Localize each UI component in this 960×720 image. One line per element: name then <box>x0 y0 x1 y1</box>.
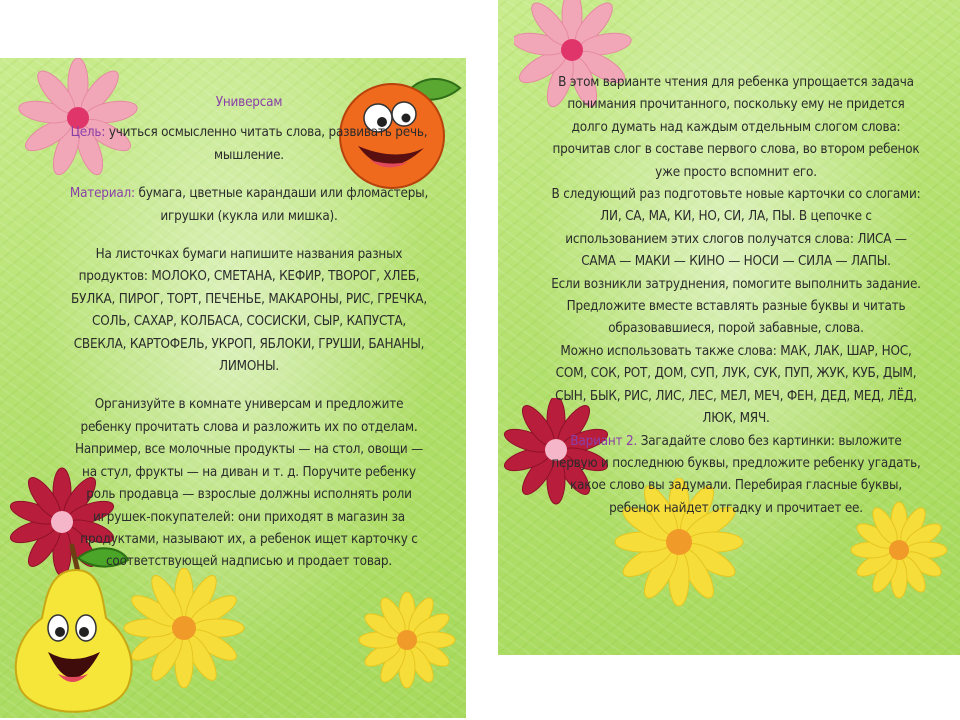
words-paragraph: Можно использовать также слова: МАК, ЛАК, ШАР, НОС, СОМ, СОК, РОТ, ДОМ, СУП, ЛУК, СУК, ПУП, ЖУК, КУБ, ДЫМ, СЫН, БЫК, РИС, ЛИС, ЛЕС, МЕЛ, МЕЧ, ФЕН, ДЕД, МЕД, ЛЁД, ЛЮК, МЯЧ. <box>555 343 917 427</box>
goal-text: учиться осмысленно читать слова, развивать речь, мышление. <box>105 125 428 163</box>
cards-paragraph: В следующий раз подготовьте новые карточки со слогами: ЛИ, СА, МА, КИ, НО, СИ, ЛА, ПЫ. В цепочке с использованием этих слогов получатся слова: ЛИСА — САМА — МАКИ — КИНО — НОСИ — СИЛА — ЛАПЫ. <box>551 187 921 270</box>
page-title: Универсам <box>215 95 283 110</box>
variant2-text: Загадайте слово без картинки: выложите первую и последнюю буквы, предложите ребенку угадать, какое слово вы задумали. Перебирая гласные буквы, ребенок найдет отгадку и прочитает ее. <box>551 433 921 516</box>
material-text: бумага, цветные карандаши или фломастеры, игрушки (кукла или мишка). <box>134 186 429 224</box>
goal-line <box>68 122 430 167</box>
store-paragraph: Организуйте в комнате универсам и предложите ребенку прочитать слова и разложить их по отделам. Например, все молочные продукты — на стол, овощи — на стул, фрукты — на диван и т. д. Поручите ребенку роль продавца — взрослые должны исполнять роли игрушек-покупателей: они приходят в магазин за продуктами, называют их, а ребенок ищет карточку с соответствующей надписью и продает товар. <box>74 397 424 570</box>
variant2-label: Вариант 2. <box>570 433 638 449</box>
variant2-paragraph <box>550 431 922 521</box>
yellow-flower-illustration <box>352 590 462 690</box>
right-page-card <box>498 0 960 655</box>
right-page-text <box>550 72 922 520</box>
material-line <box>68 183 430 228</box>
left-page-card <box>0 58 466 718</box>
help-paragraph: Если возникли затруднения, помогите выполнить задание. Предложите вместе вставлять разные буквы и читать образовавшиеся, порой забавные, слова. <box>551 276 921 337</box>
left-page-text <box>68 92 430 574</box>
goal-label: Цель: <box>70 125 106 141</box>
products-paragraph: На листочках бумаги напишите названия разных продуктов: МОЛОКО, СМЕТАНА, КЕФИР, ТВОРОГ, ХЛЕБ, БУЛКА, ПИРОГ, ТОРТ, ПЕЧЕНЬЕ, МАКАРОНЫ, РИС, ГРЕЧКА, СОЛЬ, САХАР, КОЛБАСА, СОСИСКИ, СЫР, КАПУСТА, СВЕКЛА, КАРТОФЕЛЬ, УКРОП, ЯБЛОКИ, ГРУШИ, БАНАНЫ, ЛИМОНЫ. <box>71 247 427 375</box>
material-label: Материал: <box>69 186 135 202</box>
variant1-paragraph: В этом варианте чтения для ребенка упрощается задача понимания прочитанного, поскольку ему не придется долго думать над каждым отдельным слогом слова: прочитав слог в составе первого слова, во втором ребенок уже просто вспомнит его. <box>552 75 920 180</box>
